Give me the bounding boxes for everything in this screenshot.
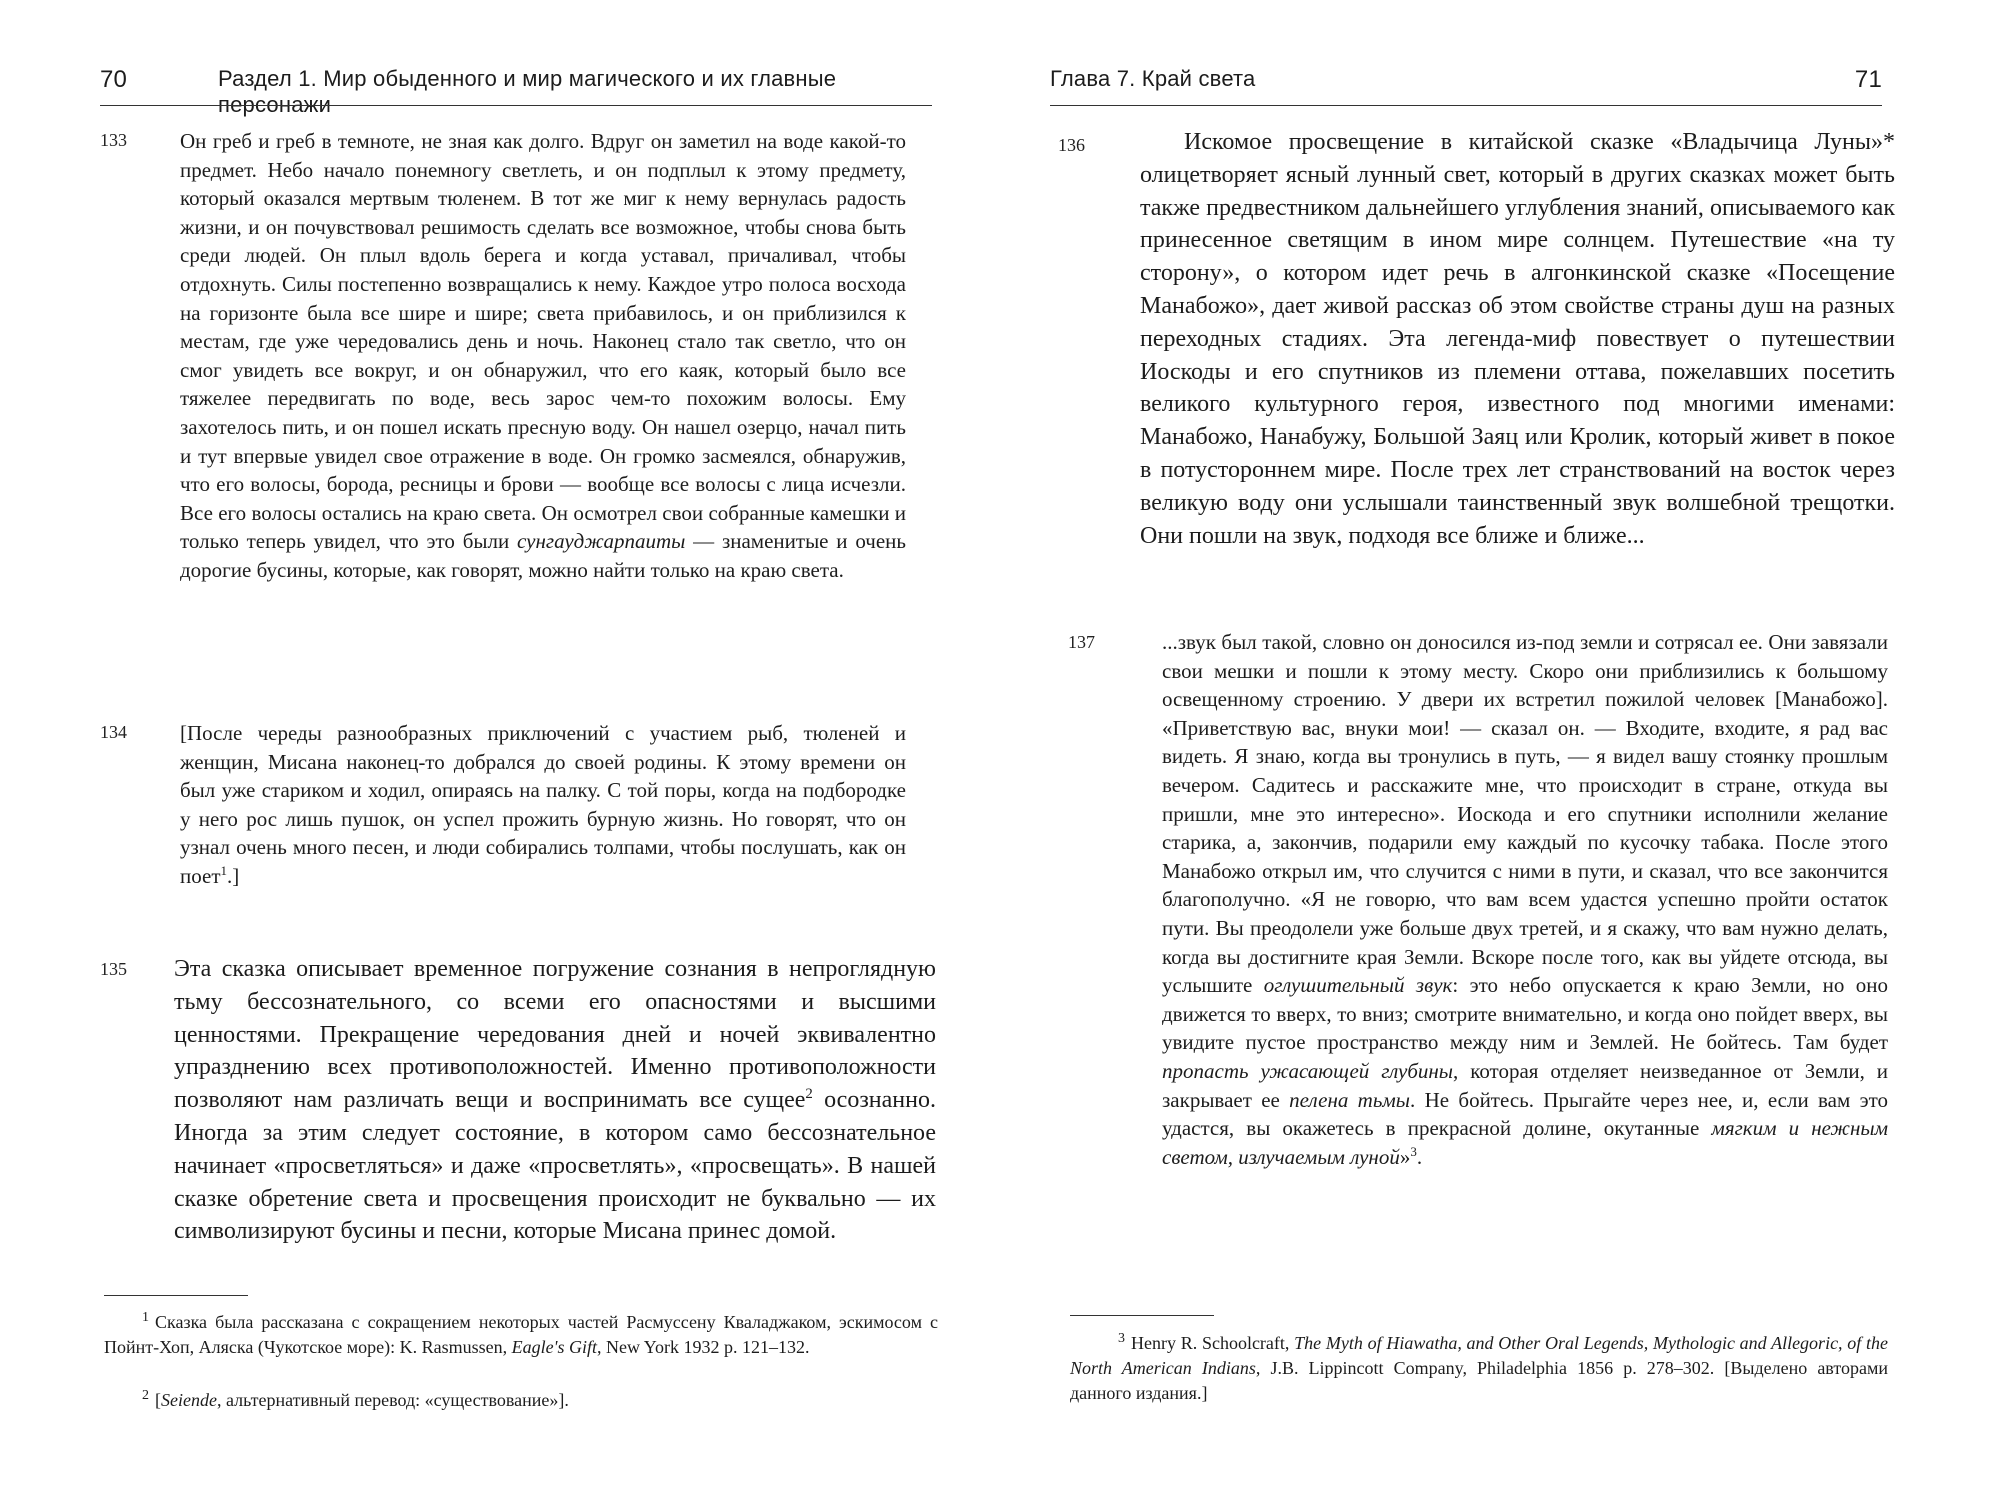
paragraph-134 (180, 719, 906, 891)
paragraph-text: осознанно. Иногда за этим следует состояние, в котором само бессознательное начинает «просветляться» и даже «просветлять», «просвещать». В нашей сказке обретение света и просвещения происходит не буквально — их символизируют бусины и песни, которые Мисана принес домой. (174, 1087, 936, 1245)
paragraph-number: 133 (100, 130, 127, 150)
footnote-3 (1070, 1326, 1888, 1406)
paragraph-text: . (1416, 1144, 1423, 1169)
paragraph-137 (1162, 628, 1888, 1171)
paragraph-number: 135 (100, 959, 127, 979)
left-page (0, 0, 990, 1507)
paragraph-number: 137 (1068, 632, 1095, 652)
paragraph-133 (180, 127, 906, 585)
paragraph-135 (174, 953, 936, 1248)
page-number: 71 (1854, 66, 1882, 93)
footnote-number: 1 (142, 1310, 149, 1325)
footnote-text: Henry R. Schoolcraft, (1131, 1333, 1295, 1353)
chapter-title: Глава 7. Край света (1050, 66, 1256, 91)
footnote-rule (104, 1295, 248, 1296)
page-number: 70 (100, 66, 128, 93)
footnote-2 (104, 1383, 938, 1413)
footnote-ref[interactable]: 1 (220, 862, 228, 878)
right-running-header (1050, 66, 1882, 106)
paragraph-text: .] (227, 863, 240, 888)
paragraph-number: 134 (100, 722, 127, 742)
footnote-text: , альтернативный перевод: «существование»]. (216, 1390, 569, 1410)
italic-term: сунгауджарпаиты (517, 529, 686, 554)
paragraph-text: : это небо опускается к краю Земли, но оно движется то вверх, то вниз; смотрите внимательно, и когда оно пойдет вверх, вы увидите пустое пространство между ним и Землей. Не бойтесь. Там будет (1162, 973, 1888, 1055)
italic-phrase: пропасть ужасающей глубины (1162, 1058, 1454, 1083)
paragraph-text: ...звук был такой, словно он доносился из-под земли и сотрясал ее. Они завязали свои мешки и пошли к этому месту. Скоро они приблизились к большому освещенному строению. У двери их встретил пожилой человек [Манабожо]. «Приветствую вас, внуки мои! — сказал он. — Входите, входите, я рад вас видеть. Я знаю, когда вы тронулись в путь, — я видел вашу стоянку прошлым вечером. Садитесь и расскажите мне, что происходит в стране, откуда вы пришли, мне это интересно». Иоскода и его спутники исполнили желание старика, а, закончив, подарили ему каждый по кусочку табака. После этого Манабожо открыл им, что случится с ними в пути, и сказал, что все закончится благополучно. «Я не говорю, что вам всем удастся успешно пройти остаток пути. Вы преодолели уже больше двух третей, и я скажу, что вам нужно делать, когда вы достигните края Земли. Вскоре после того, как вы уйдете отсюда, вы услышите (1162, 630, 1888, 998)
footnote-text: [ (155, 1390, 161, 1410)
footnote-text: , New York 1932 p. 121–132. (596, 1337, 810, 1357)
footnote-1 (104, 1305, 938, 1360)
italic-phrase: оглушительный звук (1263, 973, 1453, 998)
paragraph-text: , которая отделяет неизведанное от Земли, и закрывает ее (1162, 1058, 1888, 1112)
paragraph-text: — знаменитые и очень дорогие бусины, которые, как говорят, можно найти только на краю света. (180, 529, 906, 582)
paragraph-number: 136 (1058, 135, 1085, 155)
footnote-text: Сказка была рассказана с сокращением некоторых частей Расмуссену Кваладжаком, эскимосом с Пойнт-Хоп, Аляска (Чукотское море): K. Rasmussen, (104, 1312, 938, 1357)
paragraph-136 (1140, 126, 1895, 552)
footnote-italic: Seiende (161, 1390, 217, 1410)
footnote-text: , J.B. Lippincott Company, Philadelphia 1856 p. 278–302. [Выделено авторами данного издания.] (1070, 1358, 1889, 1403)
footnote-number: 2 (142, 1388, 149, 1403)
left-running-header (100, 66, 932, 117)
header-rule (1050, 105, 1882, 106)
footnote-rule (1070, 1315, 1214, 1316)
footnote-italic: Eagle's Gift (511, 1337, 597, 1357)
paragraph-text: [После череды разнообразных приключений с участием рыб, тюленей и женщин, Мисана наконец-то добрался до своей родины. К этому времени он был уже стариком и ходил, опираясь на палку. С той поры, когда на подбородке у него рос лишь пушок, он успел прожить бурную жизнь. Но говорят, что он узнал очень много песен, и люди собирались толпами, чтобы послушать, как он поет (180, 721, 906, 888)
italic-phrase: пелена тьмы (1289, 1087, 1411, 1112)
footnote-number: 3 (1118, 1331, 1125, 1346)
section-title: Раздел 1. Мир обыденного и мир магического и их главные персонажи (218, 66, 837, 117)
italic-phrase: мягким и нежным светом, излучаемым луной (1162, 1116, 1889, 1169)
paragraph-text: » (1399, 1144, 1411, 1169)
footnote-ref[interactable]: 2 (805, 1086, 813, 1103)
footnote-italic: The Myth of Hiawatha, and Other Oral Legends, Mythologic and Allegoric, of the North American Indians (1070, 1333, 1889, 1378)
paragraph-text: . Не бойтесь. Прыгайте через нее, и, если вам это удастся, вы окажетесь в прекрасной долине, окутанные (1162, 1087, 1888, 1141)
paragraph-text: Искомое просвещение в китайской сказке «Владычица Луны»* олицетворяет ясный лунный свет, который в других сказках может быть также предвестником дальнейшего углубления знаний, описываемого как принесенное светящим в ином мире солнцем. Путешествие «на ту сторону», о котором идет речь в алгонкинской сказке «Посещение Манабожо», дает живой рассказ об этом свойстве страны душ на разных переходных стадиях. Эта легенда-миф повествует о путешествии Иоскоды и его спутников из племени оттава, пожелавших посетить великого культурного героя, известного под многими именами: Манабожо, Нанабужу, Большой Заяц или Кролик, который живет в покое в потустороннем мире. После трех лет странствований на восток через великую воду они услышали таинственный звук волшебной трещотки. Они пошли на звук, подходя все ближе и ближе... (1140, 129, 1895, 549)
header-rule (100, 105, 932, 106)
right-page (1010, 0, 2000, 1507)
paragraph-text: Он греб и греб в темноте, не зная как долго. Вдруг он заметил на воде какой-то предмет. Небо начало понемногу светлеть, и он подплыл к этому предмету, который оказался мертвым тюленем. В тот же миг к нему вернулась радость жизни, и он почувствовал решимость сделать все возможное, чтобы снова быть среди людей. Он плыл вдоль берега и когда уставал, причаливал, чтобы отдохнуть. Силы постепенно возвращались к нему. Каждое утро полоса восхода на горизонте была все шире и шире; света прибавилось, и он приблизился к местам, где уже чередовались день и ночь. Наконец стало так светло, что он смог увидеть все вокруг, и он обнаружил, что его каяк, который было все тяжелее передвигать по воде, весь зарос чем-то похожим волосы. Ему захотелось пить, и он пошел искать пресную воду. Он нашел озерцо, начал пить и тут впервые увидел свое отражение в воде. Он громко засмеялся, обнаружив, что его волосы, борода, ресницы и брови — вообще все волосы с лица исчезли. Все его волосы остались на краю света. Он осмотрел свои собранные камешки и только теперь увидел, что это были (180, 129, 906, 554)
paragraph-text: Эта сказка описывает временное погружение сознания в непроглядную тьму бессознательного, со всеми его опасностями и высшими ценностями. Прекращение чередования дней и ночей эквивалентно упразднению всех противоположностей. Именно противоположности позволяют нам различать вещи и воспринимать все сущее (174, 956, 936, 1114)
footnote-ref[interactable]: 3 (1410, 1143, 1417, 1159)
